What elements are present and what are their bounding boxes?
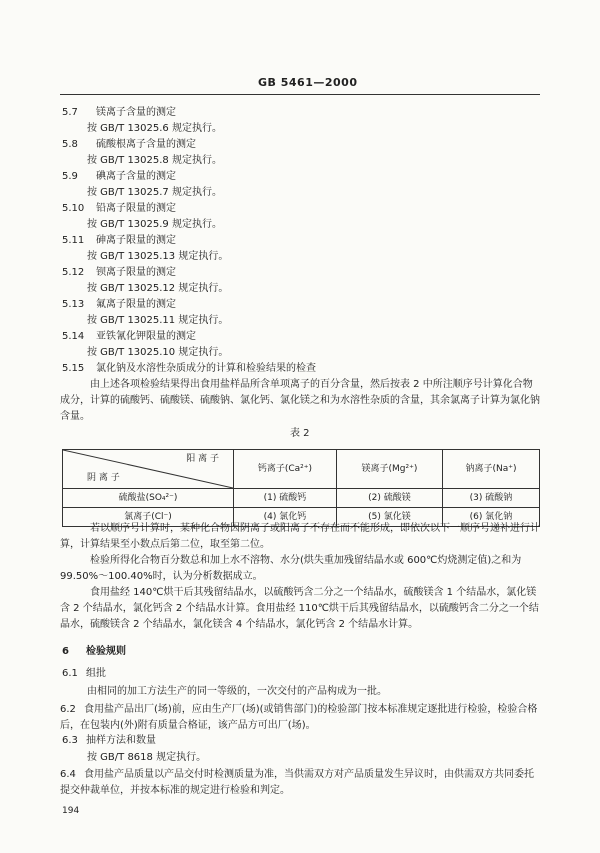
col-header-calcium: 钙离子(Ca²⁺) xyxy=(234,450,337,489)
section-5-8-title: 5.8 硫酸根离子含量的测定 xyxy=(62,139,196,150)
table-cell: (4) 氯化钙 xyxy=(234,508,337,527)
table-cell: (6) 氯化钠 xyxy=(442,508,539,527)
section-6-heading: 6 检验规则 xyxy=(62,646,126,657)
section-5-11-body: 按 GB/T 13025.13 规定执行。 xyxy=(87,251,229,262)
table-cell: (1) 硫酸钙 xyxy=(234,489,337,508)
anion-corner-label: 阴 离 子 xyxy=(87,473,120,483)
header-rule xyxy=(60,94,540,95)
table-corner-cell xyxy=(63,450,234,489)
section-5-7-body: 按 GB/T 13025.6 规定执行。 xyxy=(87,123,222,134)
section-6-2-paragraph: 6.2 食用盐产品出厂(场)前，应由生产厂(场)(或销售部门)的检验部门按本标准规定逐批进行检验，检验合格后，在包装内(外)附有质量合格证，该产品方可出厂(场)。 xyxy=(60,704,538,731)
section-6-1-body: 由相同的加工方法生产的同一等级的，一次交付的产品构成为一批。 xyxy=(87,686,387,697)
section-5-12-body: 按 GB/T 13025.12 规定执行。 xyxy=(87,283,229,294)
section-5-9-title: 5.9 碘离子含量的测定 xyxy=(62,171,176,182)
section-5-13-title: 5.13 氟离子限量的测定 xyxy=(62,299,176,310)
section-5-12-title: 5.12 钡离子限量的测定 xyxy=(62,267,176,278)
crystal-water-paragraph: 食用盐经 140℃烘干后其残留结晶水，以硫酸钙含二分之一个结晶水，硫酸镁含 1 个结晶水，氯化镁含 2 个结晶水，氯化钙含 2 个结晶水计算。食用盐经 110℃烘干后其残留结晶水，以硫酸钙含二分之一个结晶水，硫酸镁含 2 个结晶水，氯化镁含 4 个结晶水，氯化钙含 2 个结晶水计算。 xyxy=(60,587,539,630)
row-label-sulfate: 硫酸盐(SO₄²⁻) xyxy=(63,489,234,508)
section-6-4-paragraph: 6.4 食用盐产品质量以产品交付时检测质量为准，当供需双方对产品质量发生异议时，由供需双方共同委托提交仲裁单位，并按本标准的规定进行检验和判定。 xyxy=(60,769,534,796)
section-5-10-body: 按 GB/T 13025.9 规定执行。 xyxy=(87,219,222,230)
section-5-8-body: 按 GB/T 13025.8 规定执行。 xyxy=(87,155,222,166)
cation-corner-label: 阳 离 子 xyxy=(186,454,219,464)
standard-number-header: GB 5461—2000 xyxy=(258,76,358,89)
col-header-sodium: 钠离子(Na⁺) xyxy=(442,450,539,489)
section-6-3-title: 6.3 抽样方法和数量 xyxy=(62,735,156,746)
section-5-11-title: 5.11 砷离子限量的测定 xyxy=(62,235,176,246)
section-5-7-title: 5.7 镁离子含量的测定 xyxy=(62,107,176,118)
section-5-9-body: 按 GB/T 13025.7 规定执行。 xyxy=(87,187,222,198)
col-header-magnesium: 镁离子(Mg²⁺) xyxy=(336,450,442,489)
calc-order-paragraph: 若以顺序号计算时，某种化合物因阴离子或阳离子不存在而不能形成，即依次以下一顺序号递补进行计算，计算结果至小数点后第二位，取至第二位。 xyxy=(60,523,540,550)
section-5-14-title: 5.14 亚铁氰化钾限量的测定 xyxy=(62,331,196,342)
section-5-14-body: 按 GB/T 13025.10 规定执行。 xyxy=(87,347,229,358)
table-cell: (3) 硫酸钠 xyxy=(442,489,539,508)
table-cell: (2) 硫酸镁 xyxy=(336,489,442,508)
row-label-chloride: 氯离子(Cl⁻) xyxy=(63,508,234,527)
section-6-3-body: 按 GB/T 8618 规定执行。 xyxy=(87,752,207,763)
sum-check-paragraph: 检验所得化合物百分数总和加上水不溶物、水分(烘失重加残留结晶水或 600℃灼烧测定值)之和为 99.50%～100.40%时，认为分析数据成立。 xyxy=(60,555,522,582)
section-6-1-title: 6.1 组批 xyxy=(62,668,106,679)
table-2 xyxy=(62,449,540,527)
section-5-15-title: 5.15 氯化钠及水溶性杂质成分的计算和检验结果的检查 xyxy=(62,363,316,374)
section-5-13-body: 按 GB/T 13025.11 规定执行。 xyxy=(87,315,229,326)
section-5-15-paragraph: 由上述各项检验结果得出食用盐样品所含单项离子的百分含量，然后按表 2 中所注顺序号计算化合物成分，计算的硫酸钙、硫酸镁、硫酸钠、氯化钙、氯化镁之和为水溶性杂质的含量，其余氯离子计算为氯化钠含量。 xyxy=(60,379,540,422)
table-cell: (5) 氯化镁 xyxy=(336,508,442,527)
table-row xyxy=(63,489,540,508)
section-5-10-title: 5.10 铅离子限量的测定 xyxy=(62,203,176,214)
page-number: 194 xyxy=(62,806,80,816)
table-2-caption: 表 2 xyxy=(290,428,310,439)
